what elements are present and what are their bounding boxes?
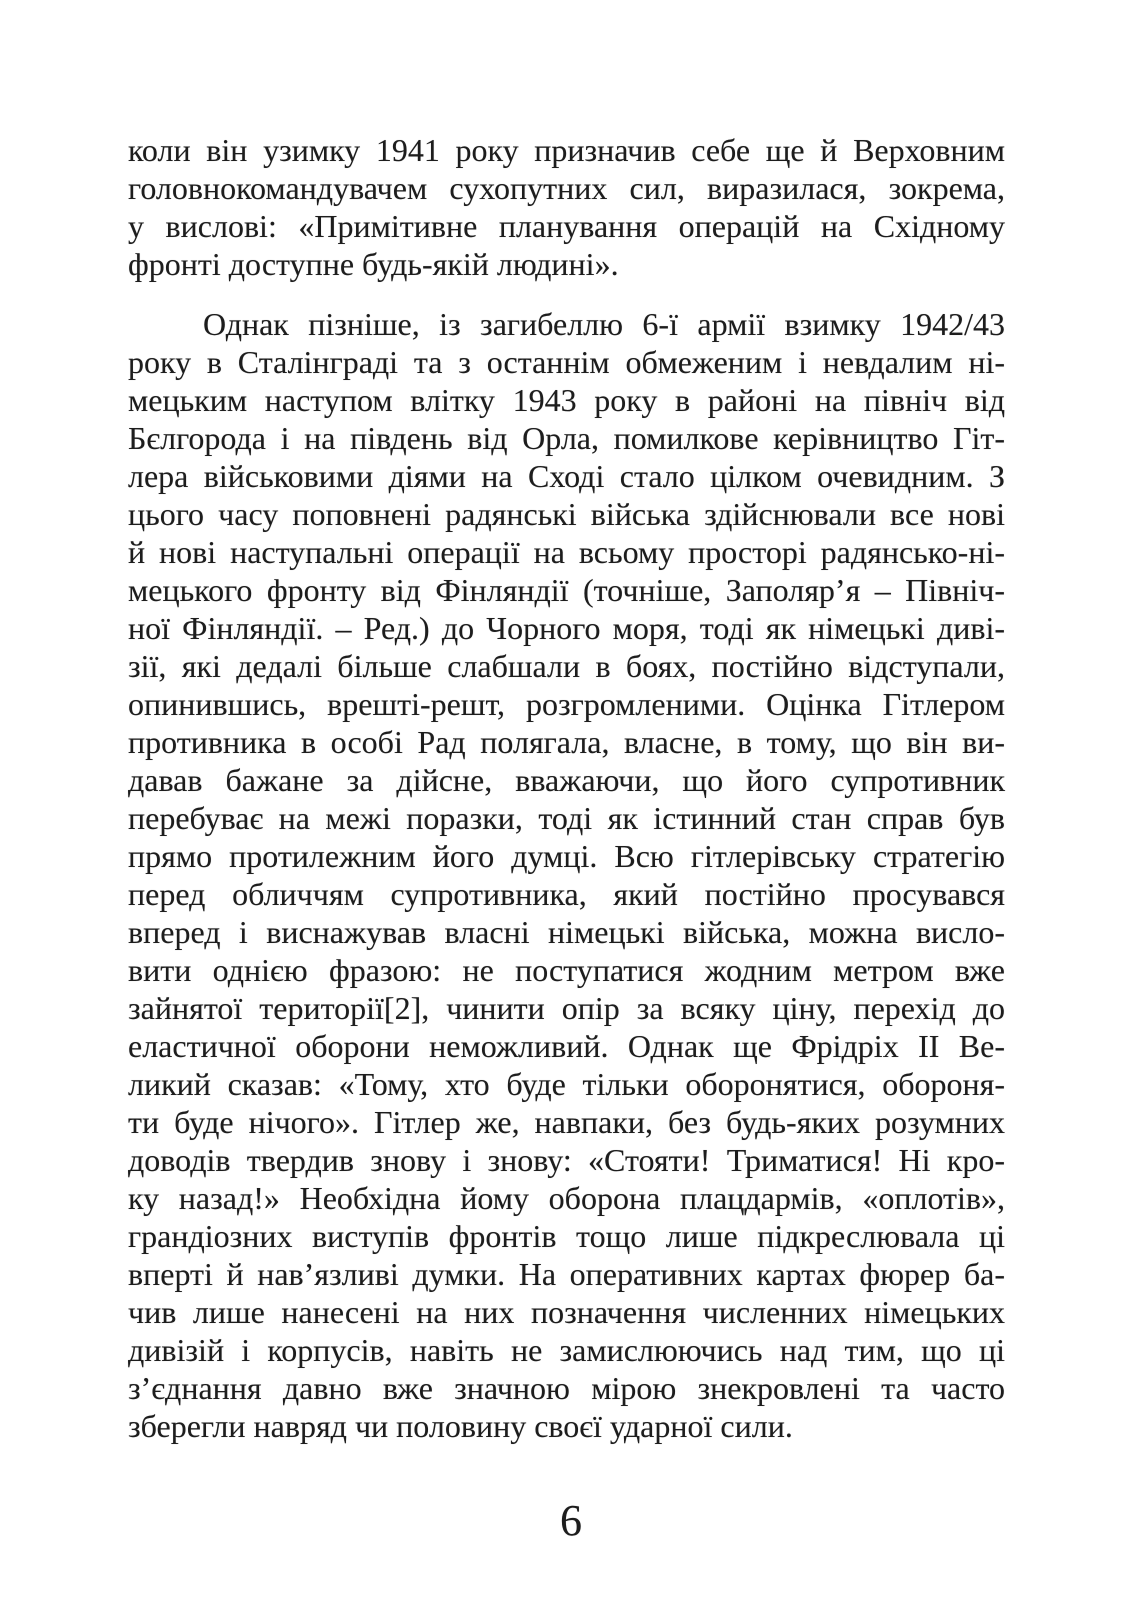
text-line: дивізій і корпусів, навіть не замислюючись над тим, що ці: [128, 1332, 1005, 1368]
text-line: перед обличчям супротивника, який постійно просувався: [128, 876, 1005, 912]
text-line: противника в особі Рад полягала, власне, в тому, що він ви-: [128, 724, 1005, 760]
text-line: фронті доступне будь-якій людині».: [128, 246, 619, 282]
text-line: з’єднання давно вже значною мірою знекровлені та часто: [128, 1370, 1005, 1406]
text-line: коли він узимку 1941 року призначив себе ще й Верховним: [128, 132, 1005, 168]
text-line: грандіозних виступів фронтів тощо лише підкреслювала ці: [128, 1218, 1005, 1254]
text-line: зії, які дедалі більше слабшали в боях, постійно відступали,: [128, 648, 1005, 684]
text-line: прямо протилежним його думці. Всю гітлерівську стратегію: [128, 838, 1005, 874]
text-line: вперед і виснажував власні німецькі війська, можна висло-: [128, 914, 1005, 950]
text-line: лера військовими діями на Сході стало цілком очевидним. З: [128, 458, 1005, 494]
text-line: чив лише нанесені на них позначення численних німецьких: [128, 1294, 1005, 1330]
paragraph: [128, 305, 1005, 1445]
text-line: перебуває на межі поразки, тоді як істинний стан справ був: [128, 800, 1005, 836]
text-line: ликий сказав: «Тому, хто буде тільки оборонятися, обороня-: [128, 1066, 1005, 1102]
text-line: й нові наступальні операції на всьому просторі радянсько-ні-: [128, 534, 1005, 570]
text-line: Бєлгорода і на південь від Орла, помилкове керівництво Гіт-: [128, 420, 1005, 456]
text-line: зберегли навряд чи половину своєї ударної сили.: [128, 1408, 793, 1444]
text-line: вити однією фразою: не поступатися жодним метром вже: [128, 952, 1005, 988]
page-text: [128, 131, 1005, 1445]
text-line: еластичної оборони неможливий. Однак ще Фрідріх II Ве-: [128, 1028, 1005, 1064]
text-line: опинившись, врешті-решт, розгромленими. Оцінка Гітлером: [128, 686, 1005, 722]
text-line: року в Сталінграді та з останнім обмеженим і невдалим ні-: [128, 344, 1005, 380]
text-line: ти буде нічого». Гітлер же, навпаки, без будь-яких розумних: [128, 1104, 1005, 1140]
text-line: давав бажане за дійсне, вважаючи, що його супротивник: [128, 762, 1005, 798]
page-number: 6: [560, 1496, 582, 1545]
text-line: цього часу поповнені радянські війська здійснювали все нові: [128, 496, 1005, 532]
paragraph: [128, 131, 1005, 283]
text-line: вперті й нав’язливі думки. На оперативних картах фюрер ба-: [128, 1256, 1005, 1292]
text-line: ку назад!» Необхідна йому оборона плацдармів, «оплотів»,: [128, 1180, 1005, 1216]
text-line: доводів твердив знову і знову: «Стояти! Триматися! Ні кро-: [128, 1142, 1005, 1178]
text-line: головнокомандувачем сухопутних сил, виразилася, зокрема,: [128, 170, 1005, 206]
text-line: мецьким наступом влітку 1943 року в районі на північ від: [128, 382, 1005, 418]
text-line: ної Фінляндії. – Ред.) до Чорного моря, тоді як німецькі диві-: [128, 610, 1005, 646]
text-line: зайнятої території[2], чинити опір за всяку ціну, перехід до: [128, 990, 1005, 1026]
text-line: мецького фронту від Фінляндії (точніше, Заполяр’я – Північ-: [128, 572, 1005, 608]
text-line: у вислові: «Примітивне планування операцій на Східному: [128, 208, 1005, 244]
text-line: Однак пізніше, із загибеллю 6-ї армії взимку 1942/43: [203, 306, 1005, 342]
